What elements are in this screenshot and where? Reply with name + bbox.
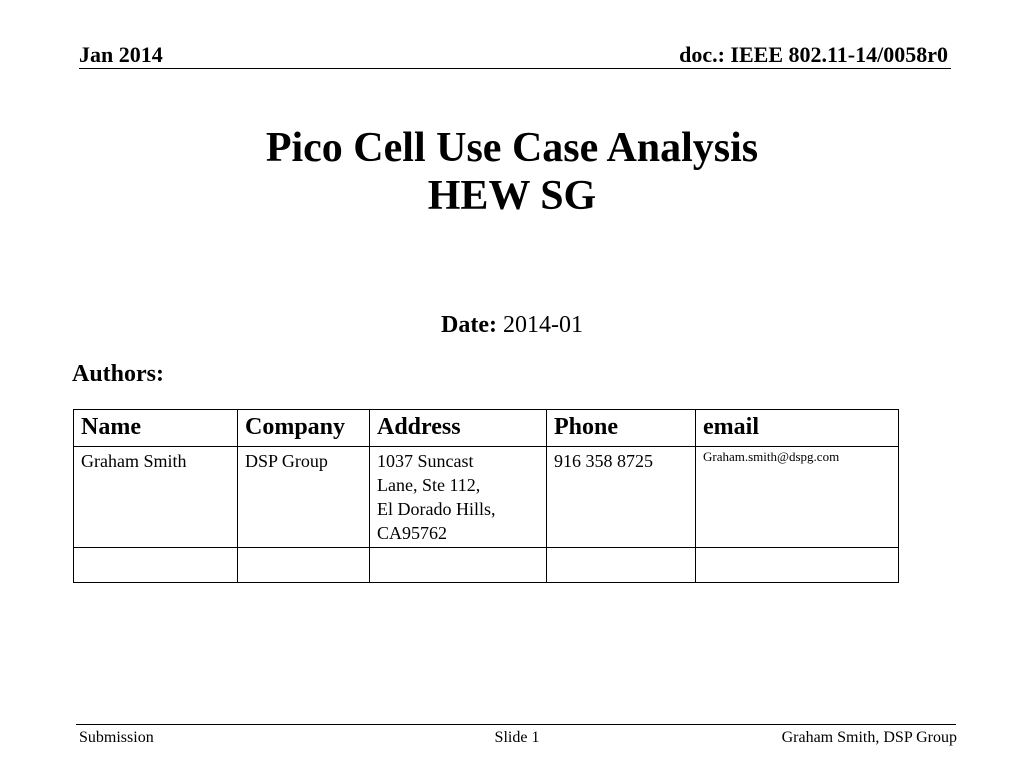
footer-author: Graham Smith, DSP Group	[781, 729, 957, 746]
cell-phone	[547, 548, 696, 583]
table-row	[74, 447, 899, 548]
header-doc-id: doc.: IEEE 802.11-14/0058r0	[679, 42, 948, 67]
column-header-company: Company	[238, 410, 370, 447]
cell-phone: 916 358 8725	[547, 447, 696, 548]
header-date: Jan 2014	[79, 42, 163, 67]
cell-email: Graham.smith@dspg.com	[696, 447, 899, 548]
footer-slide-number: Slide 1	[494, 729, 540, 746]
date-label: Date:	[441, 312, 497, 338]
address-line: El Dorado Hills,	[377, 499, 496, 519]
cell-company	[238, 548, 370, 583]
authors-label: Authors:	[72, 361, 165, 387]
slide-title	[0, 124, 1024, 220]
cell-name	[74, 548, 238, 583]
column-header-address: Address	[370, 410, 547, 447]
column-header-phone: Phone	[547, 410, 696, 447]
column-header-name: Name	[74, 410, 238, 447]
title-line-1: Pico Cell Use Case Analysis	[265, 125, 759, 171]
address-line: CA95762	[377, 523, 448, 543]
cell-name: Graham Smith	[74, 447, 238, 548]
address-line: 1037 Suncast	[377, 451, 474, 471]
footer-divider	[76, 724, 956, 725]
address-line: Lane, Ste 112,	[377, 475, 481, 495]
cell-address	[370, 447, 547, 548]
header-divider	[79, 68, 951, 69]
date-line	[0, 310, 1024, 340]
authors-table	[73, 409, 899, 583]
cell-company: DSP Group	[238, 447, 370, 548]
title-line-2: HEW SG	[427, 173, 597, 219]
column-header-email: email	[696, 410, 899, 447]
cell-email	[696, 548, 899, 583]
date-value: 2014-01	[496, 312, 583, 338]
cell-address	[370, 548, 547, 583]
footer-submission: Submission	[79, 729, 154, 746]
table-header-row	[74, 410, 899, 447]
table-row	[74, 548, 899, 583]
